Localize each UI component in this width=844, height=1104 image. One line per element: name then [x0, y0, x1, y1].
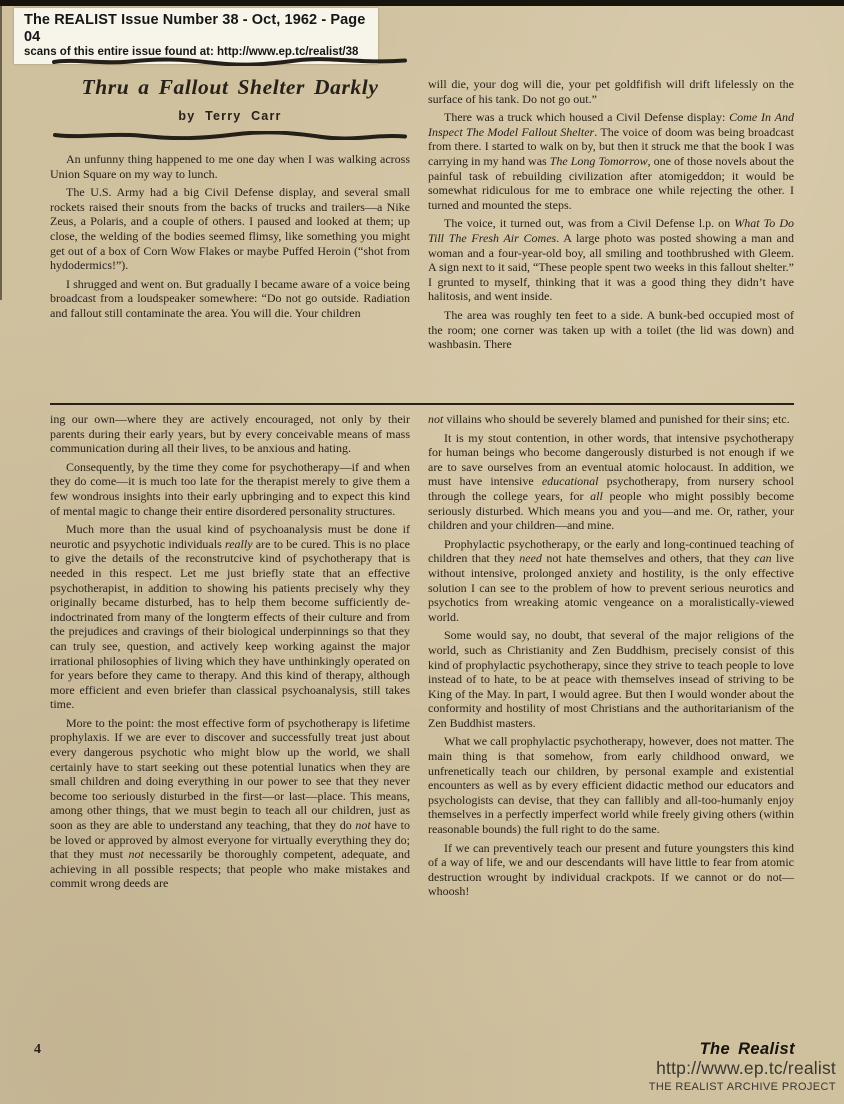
- paragraph: ing our own—where they are actively encouraged, not only by their parents during their early years, but by every conceivable means of mass communication during all their lives, to be anxious and hating.: [50, 412, 410, 456]
- paragraph: The U.S. Army had a big Civil Defense display, and several small rockets raised their snouts from the backs of trucks and trailers—a Nike Zeus, a Polaris, and a couple of others. I paused and looked at them; up close, the welding of the bodies seemed flimsy, like something you might get out of a box of Corn Wow Flakes or maybe Puffed Heroin (“shot from hydodermics!”).: [50, 185, 410, 273]
- top-left-column: [50, 55, 410, 407]
- bottom-right-column: [428, 412, 794, 1052]
- paragraph: An unfunny thing happened to me one day when I was walking across Union Square on my way to lunch.: [50, 152, 410, 181]
- paragraph: Some would say, no doubt, that several of the major religions of the world, such as Christianity and Zen Buddhism, precisely consist of this kind of prophylactic psychotherapy, since they strive to teach people to love instead of to hate, to be at peace with themselves insead of striving to be King of the May. In part, I would agree. But then I would wonder about the conformity and hostility of most Christians and the authoritarianism of the Zen Buddhist masters.: [428, 628, 794, 730]
- paragraph: More to the point: the most effective form of psychotherapy is lifetime prophylaxis. If we are ever to discover and successfully treat just about every dangerous psychotic who might blow up the world, we shall certainly have to start seeking out these potential lunatics when they are small children and doing everything in our power to see that they never become too seriously disturbed in the first—or last—place. This means, among other things, that we must begin to teach all our children, just as soon as they are able to understand any teaching, that they do not have to be loved or approved by almost everyone for virtually everything they do; that they must not necessarily be thoroughly competent, adequate, and achieving in all possible respects; that people who make mistakes and commit wrong deeds are: [50, 715, 410, 891]
- paragraph: Consequently, by the time they come for psychotherapy—if and when they do come—it is much too late for the therapist merely to give them a few wondrous insights into their early upbringing and to expect this kind of mental magic to change their entire disordered personality structures.: [50, 459, 410, 518]
- paragraph: Much more than the usual kind of psychoanalysis must be done if neurotic and psyychotic individuals really are to be cured. This is no place to give the details of the reconstrutcive kind of psychotherapy that is needed in this respect. Let me just briefly state that an effective psychotherapist, in addition to showing his patients precisely why they originally became disturbed, has to help them become sufficiently de-indoctrinated from many of the longterm effects of their culture and from the prejudices and cravings of their biological underpinnings so that they can truly see, question, and actively keep working against the major irrational philosophies of living which they have unthinkingly operated on for years before they came to therapy. And this kind of therapy, although more efficient and even briefer than classical psychoanalysis, still takes time.: [50, 522, 410, 712]
- article-text-block: [428, 412, 794, 899]
- paragraph: What we call prophylactic psychotherapy, however, does not matter. The main thing is that somehow, from early childhood onward, we unfrenetically teach our children, by personal example and existential encounters as well as by every efficient didactic method our educators and psychologists can devise, that they can fallibly and all-too-humanly enjoy themselves in a perfectly imperfect world while freely giving others (within reasonable bounds) the full right to do the same.: [428, 734, 794, 837]
- article-text-block: [50, 152, 410, 321]
- archive-project-label: THE REALIST ARCHIVE PROJECT: [648, 1081, 836, 1093]
- magazine-logo: The Realist: [699, 1040, 795, 1058]
- article-text-block: [428, 77, 794, 352]
- paragraph: The area was roughly ten feet to a side. A bunk-bed occupied most of the room; one corner was taken up with a toilet (the lid was down) and washbasin. There: [428, 307, 794, 352]
- article-title: Thru a Fallout Shelter Darkly: [81, 75, 379, 99]
- wavy-rule: [52, 57, 408, 66]
- paragraph: It is my stout contention, in other words, that intensive psychotherapy for human beings who become dangerously disturbed is not enough if we are to save ourselves from an eventual atomic holocaust. In addition, we must have intensive educational psychotherapy, from nursery school through the college years, for all people who might possibly become seriously disturbed. Which means you and you—and me. Or, rather, your children and your children—and mine.: [428, 430, 794, 533]
- top-right-column: [428, 55, 794, 407]
- header-issue-title: The REALIST Issue Number 38 - Oct, 1962 - Page 04: [24, 12, 366, 45]
- wavy-rule: [52, 131, 408, 140]
- article-bottom-section: [50, 412, 794, 1052]
- paragraph: not villains who should be severely blamed and punished for their sins; etc.: [428, 412, 790, 426]
- page-number: 4: [34, 1042, 41, 1057]
- paragraph: The voice, it turned out, was from a Civil Defense l.p. on What To Do Till The Fresh Air Comes. A large photo was posted showing a man and woman and a four-year-old boy, all smiling and toothbrushed with Gleem. A sign next to it said, “These people spent two weeks in this fallout shelter.” I grunted to myself, thinking that it was a good thing they didn’t have halitosis, and went inside.: [428, 216, 794, 304]
- bottom-left-column: [50, 412, 410, 1052]
- article-text-block: [50, 412, 410, 891]
- paragraph: Prophylactic psychotherapy, or the early and long-continued teaching of children that they need not hate themselves and others, that they can live without intensive, prolonged anxiety and hostility, is the only effective solution I can see to the problem of how to prevent serious neurotics and psychotics from wreaking atomic vengeance on a moralistically-viewed world.: [428, 536, 794, 624]
- article-byline: by Terry Carr: [178, 109, 282, 123]
- header-scan-note: scans of this entire issue found at: http://www.ep.tc/realist/38: [24, 46, 359, 58]
- scan-edge-artifact-top: [0, 0, 844, 6]
- scan-edge-artifact-left: [0, 0, 2, 300]
- paragraph: I shrugged and went on. But gradually I became aware of a voice being broadcast from a loudspeaker somewhere: “Do not go outside. Radiation and fallout still contaminate the area. You will die. Your children: [50, 276, 410, 320]
- paragraph: If we can preventively teach our present and future youngsters this kind of a way of life, we and our descendants will have little to fear from atomic destruction wrought by individual crackpots. If we cannot or do not—whoosh!: [428, 840, 794, 899]
- article-top-section: [50, 55, 794, 407]
- paragraph: will die, your dog will die, your pet goldfifish will drift lifelessly on the surface of his tank. Do not go out.”: [428, 77, 794, 106]
- paragraph: There was a truck which housed a Civil Defense display: Come In And Inspect The Model Fallout Shelter. The voice of doom was being broadcast from there. I started to walk on by, but then it struck me that the book I was carrying in my hand was The Long Tomorrow, one of those novels about the painful task of rebuilding civilization after atomigeddon; it would be somewhat ridiculous for me to embrace one while rejecting the other. I turned and mounted the steps.: [428, 110, 794, 212]
- archive-url-link[interactable]: http://www.ep.tc/realist: [656, 1058, 836, 1078]
- section-divider-rule: [50, 403, 794, 405]
